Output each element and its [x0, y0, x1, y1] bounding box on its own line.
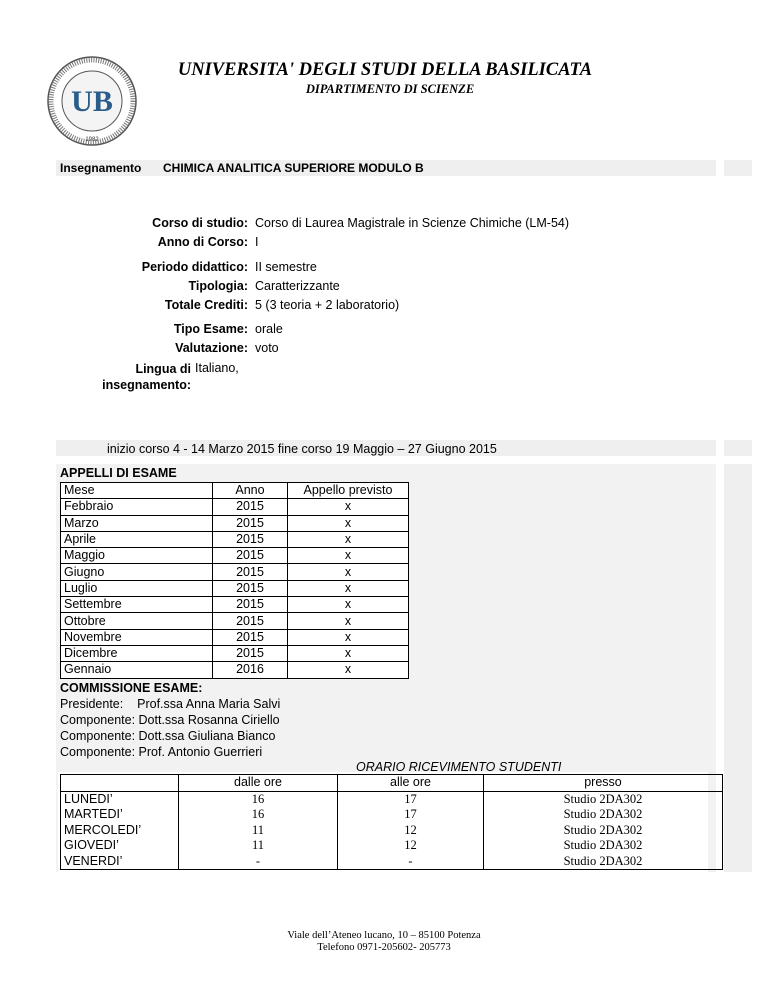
year-cell: 2016: [213, 662, 288, 678]
table-row: [61, 807, 723, 823]
lingua-label-line1: Lingua di: [135, 362, 191, 376]
commissione-member: Componente: Prof. Antonio Guerrieri: [60, 745, 263, 759]
month-cell: Maggio: [61, 548, 213, 564]
from-cell: 11: [179, 823, 338, 839]
table-row: [61, 854, 723, 870]
table-row: [61, 531, 409, 547]
day-cell: MARTEDI’: [61, 807, 179, 823]
year-cell: 2015: [213, 531, 288, 547]
info-label: Periodo didattico:: [141, 260, 248, 274]
info-label: Valutazione:: [175, 341, 248, 355]
header-cell: Anno: [213, 483, 288, 499]
dates-band-side: [724, 440, 752, 456]
day-cell: MERCOLEDI’: [61, 823, 179, 839]
year-cell: 2015: [213, 515, 288, 531]
info-label: Corso di studio:: [152, 216, 248, 230]
orario-table: [60, 774, 723, 870]
appelli-table: [60, 482, 409, 679]
appello-cell: x: [288, 580, 409, 596]
month-cell: Marzo: [61, 515, 213, 531]
month-cell: Aprile: [61, 531, 213, 547]
commissione-title: COMMISSIONE ESAME:: [60, 681, 203, 695]
info-value: Caratterizzante: [255, 279, 340, 293]
appello-cell: x: [288, 613, 409, 629]
header-cell: dalle ore: [179, 775, 338, 792]
info-label: Tipo Esame:: [173, 322, 248, 336]
to-cell: 12: [338, 838, 484, 854]
month-cell: Ottobre: [61, 613, 213, 629]
year-cell: 2015: [213, 499, 288, 515]
info-label: Anno di Corso:: [157, 235, 248, 249]
day-cell: LUNEDI’: [61, 791, 179, 807]
header-cell: [61, 775, 179, 792]
appelli-band-side: [724, 464, 752, 872]
place-cell: Studio 2DA302: [484, 823, 723, 839]
appello-cell: x: [288, 564, 409, 580]
header-cell: alle ore: [338, 775, 484, 792]
year-cell: 2015: [213, 580, 288, 596]
month-cell: Settembre: [61, 597, 213, 613]
table-header-row: [61, 775, 723, 792]
commissione-member: Presidente: Prof.ssa Anna Maria Salvi: [60, 697, 281, 711]
footer: [200, 930, 568, 954]
appelli-title: APPELLI DI ESAME: [60, 466, 177, 480]
month-cell: Luglio: [61, 580, 213, 596]
course-band-side: [724, 160, 752, 176]
info-value: Corso di Laurea Magistrale in Scienze Chimiche (LM-54): [255, 216, 570, 230]
table-row: [61, 597, 409, 613]
header-cell: presso: [484, 775, 723, 792]
info-label: Totale Crediti:: [164, 298, 248, 312]
year-cell: 2015: [213, 645, 288, 661]
table-row: [61, 838, 723, 854]
table-row: [61, 613, 409, 629]
info-value: II semestre: [255, 260, 317, 274]
month-cell: Febbraio: [61, 499, 213, 515]
info-value: 5 (3 teoria + 2 laboratorio): [255, 298, 400, 312]
appello-cell: x: [288, 645, 409, 661]
appello-cell: x: [288, 499, 409, 515]
university-title: UNIVERSITA' DEGLI STUDI DELLA BASILICATA: [177, 60, 593, 80]
from-cell: 11: [179, 838, 338, 854]
department-title: DIPARTIMENTO DI SCIENZE: [305, 82, 475, 96]
day-cell: GIOVEDI’: [61, 838, 179, 854]
info-value: orale: [255, 322, 283, 336]
appello-cell: x: [288, 515, 409, 531]
info-label: Tipologia:: [188, 279, 248, 293]
info-value: I: [255, 235, 259, 249]
from-cell: -: [179, 854, 338, 870]
course-label: Insegnamento: [60, 161, 142, 175]
orario-title: ORARIO RICEVIMENTO STUDENTI: [356, 760, 562, 774]
appello-cell: x: [288, 597, 409, 613]
place-cell: Studio 2DA302: [484, 838, 723, 854]
to-cell: 17: [338, 807, 484, 823]
day-cell: VENERDI’: [61, 854, 179, 870]
svg-text:UB: UB: [71, 85, 113, 118]
month-cell: Dicembre: [61, 645, 213, 661]
table-row: [61, 515, 409, 531]
table-row: [61, 823, 723, 839]
lingua-label: [60, 361, 191, 393]
appello-cell: x: [288, 662, 409, 678]
course-dates: inizio corso 4 - 14 Marzo 2015 fine corso 19 Maggio – 27 Giugno 2015: [107, 442, 497, 456]
university-seal-icon: [46, 55, 138, 147]
place-cell: Studio 2DA302: [484, 854, 723, 870]
appello-cell: x: [288, 548, 409, 564]
table-header-row: [61, 483, 409, 499]
to-cell: 17: [338, 791, 484, 807]
commissione-member: Componente: Dott.ssa Rosanna Ciriello: [60, 713, 280, 727]
table-row: [61, 564, 409, 580]
info-value: voto: [255, 341, 279, 355]
table-row: [61, 662, 409, 678]
place-cell: Studio 2DA302: [484, 791, 723, 807]
header-cell: Appello previsto: [288, 483, 409, 499]
table-row: [61, 548, 409, 564]
header-cell: Mese: [61, 483, 213, 499]
lingua-value: Italiano,: [195, 361, 239, 375]
table-row: [61, 629, 409, 645]
year-cell: 2015: [213, 629, 288, 645]
to-cell: -: [338, 854, 484, 870]
footer-phone: Telefono 0971-205602- 205773: [317, 942, 451, 953]
year-cell: 2015: [213, 548, 288, 564]
lingua-label-line2: insegnamento:: [102, 378, 191, 392]
month-cell: Novembre: [61, 629, 213, 645]
from-cell: 16: [179, 807, 338, 823]
place-cell: Studio 2DA302: [484, 807, 723, 823]
table-row: [61, 791, 723, 807]
table-row: [61, 580, 409, 596]
year-cell: 2015: [213, 613, 288, 629]
to-cell: 12: [338, 823, 484, 839]
month-cell: Gennaio: [61, 662, 213, 678]
footer-address: Viale dell’Ateneo lucano, 10 – 85100 Potenza: [287, 930, 481, 941]
month-cell: Giugno: [61, 564, 213, 580]
year-cell: 2015: [213, 564, 288, 580]
svg-text:1982: 1982: [85, 137, 99, 143]
course-name: CHIMICA ANALITICA SUPERIORE MODULO B: [163, 161, 424, 175]
year-cell: 2015: [213, 597, 288, 613]
commissione-member: Componente: Dott.ssa Giuliana Bianco: [60, 729, 276, 743]
appello-cell: x: [288, 531, 409, 547]
table-row: [61, 645, 409, 661]
appello-cell: x: [288, 629, 409, 645]
table-row: [61, 499, 409, 515]
from-cell: 16: [179, 791, 338, 807]
